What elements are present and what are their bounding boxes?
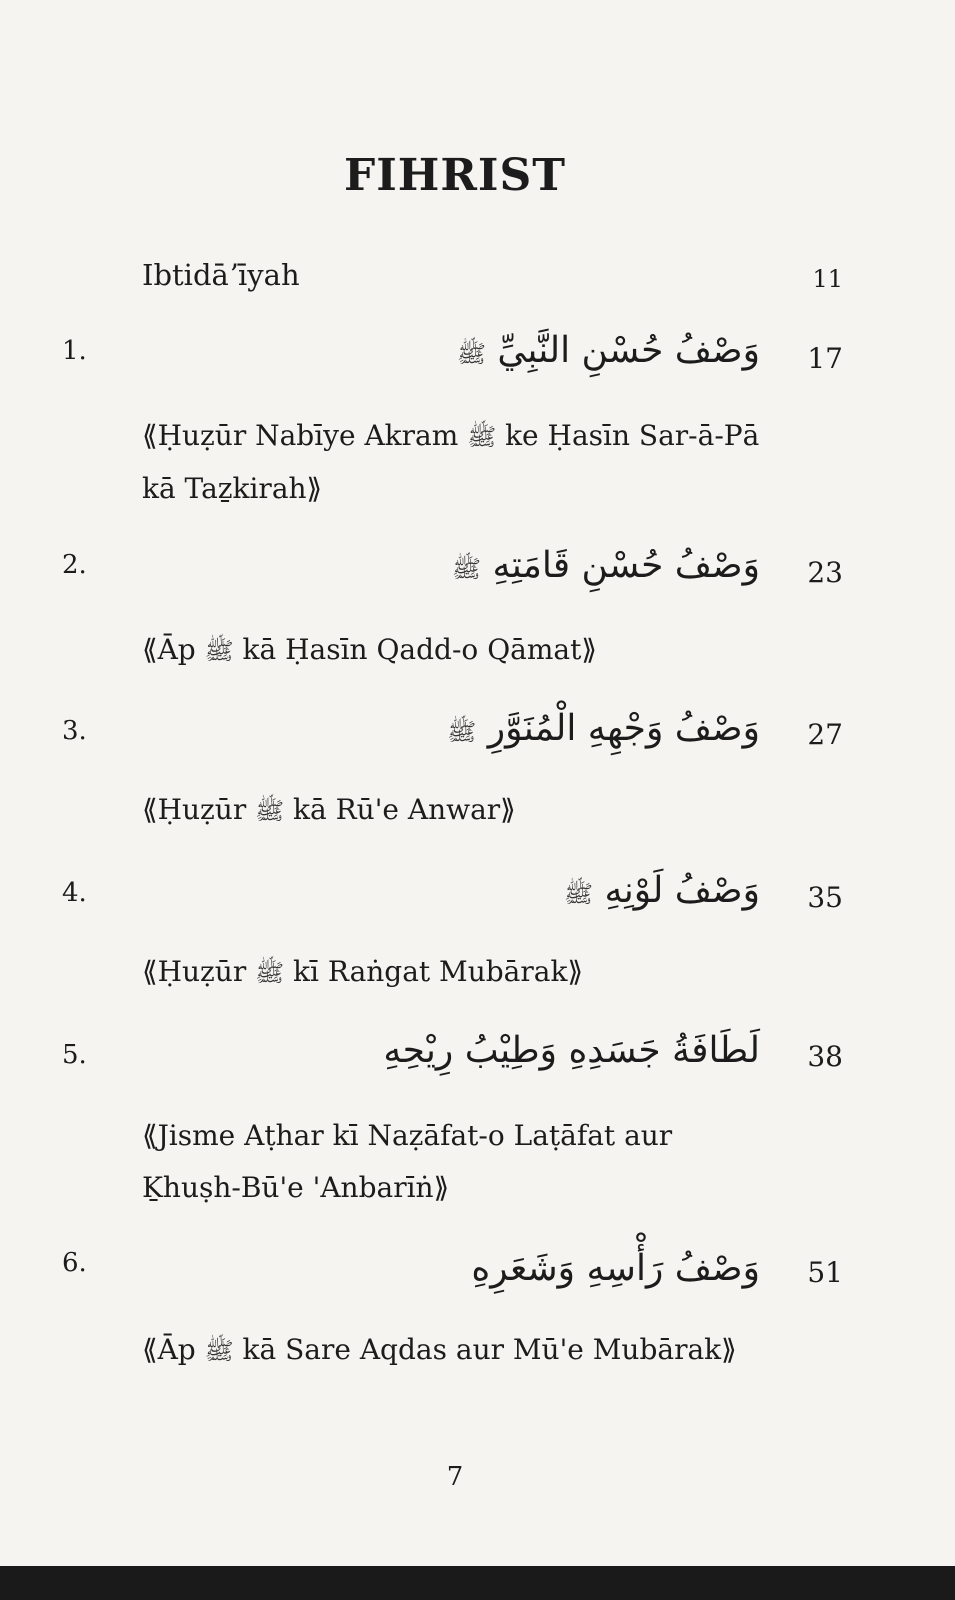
honorific-icon: ﷺ	[467, 423, 497, 451]
honorific-icon: ﷺ	[563, 880, 593, 908]
entry-4-arabic-title: وَصْفُ لَوْنِهِ ﷺ	[563, 870, 760, 911]
entry-3-description: ⟪Ḥuẓūr ﷺ kā Rū'e Anwar⟫	[142, 793, 516, 826]
intro-entry-label: Ibtidāʼīyah	[142, 258, 300, 292]
scan-edge	[0, 1566, 955, 1600]
honorific-icon: ﷺ	[452, 555, 482, 583]
entry-5-page: 38	[807, 1040, 843, 1073]
entry-1-arabic-title: وَصْفُ حُسْنِ النَّبِيِّ ﷺ	[456, 330, 760, 371]
entry-5-description: ⟪Jisme Aṭhar kī Naẓāfat-o Laṭāfat aur Ḵhuṣh-Bū'e 'Anbarīṅ⟫	[142, 1119, 673, 1204]
entry-5-arabic-title: لَطَافَةُ جَسَدِهِ وَطِيْبُ رِيْحِهِ	[383, 1030, 760, 1071]
entry-2-description: ⟪Āp ﷺ kā Ḥasīn Qadd-o Qāmat⟫	[142, 633, 597, 666]
honorific-icon: ﷺ	[447, 718, 477, 746]
entry-2-arabic-title: وَصْفُ حُسْنِ قَامَتِهِ ﷺ	[452, 545, 760, 586]
entry-2-number: 2.	[62, 550, 87, 580]
entry-3-arabic-title: وَصْفُ وَجْهِهِ الْمُنَوَّرِ ﷺ	[447, 708, 760, 749]
page-number: 7	[446, 1462, 464, 1492]
honorific-icon: ﷺ	[255, 959, 285, 987]
entry-1-page: 17	[807, 342, 843, 375]
entry-1-description: ⟪Ḥuẓūr Nabīye Akram ﷺ ke Ḥasīn Sar-ā-Pā kā Taẕkirah⟫	[142, 419, 760, 505]
entry-6-page: 51	[807, 1256, 843, 1289]
entry-6-arabic-title: وَصْفُ رَأْسِهِ وَشَعَرِهِ	[471, 1248, 760, 1289]
entry-6-number: 6.	[62, 1248, 87, 1278]
intro-entry-page: 11	[812, 265, 843, 293]
entry-3-page: 27	[807, 718, 843, 751]
entry-4-number: 4.	[62, 878, 87, 908]
entry-6-description: ⟪Āp ﷺ kā Sare Aqdas aur Mū'e Mubārak⟫	[142, 1333, 737, 1366]
entry-2-page: 23	[807, 556, 843, 589]
honorific-icon: ﷺ	[204, 637, 234, 665]
entry-3-number: 3.	[62, 716, 87, 746]
page-title: FIHRIST	[343, 150, 567, 201]
entry-5-number: 5.	[62, 1040, 87, 1070]
entry-4-description: ⟪Ḥuẓūr ﷺ kī Raṅgat Mubārak⟫	[142, 955, 584, 988]
entry-4-page: 35	[807, 881, 843, 914]
honorific-icon: ﷺ	[255, 797, 285, 825]
entry-1-number: 1.	[62, 336, 87, 366]
honorific-icon: ﷺ	[204, 1337, 234, 1365]
honorific-icon: ﷺ	[456, 340, 486, 368]
